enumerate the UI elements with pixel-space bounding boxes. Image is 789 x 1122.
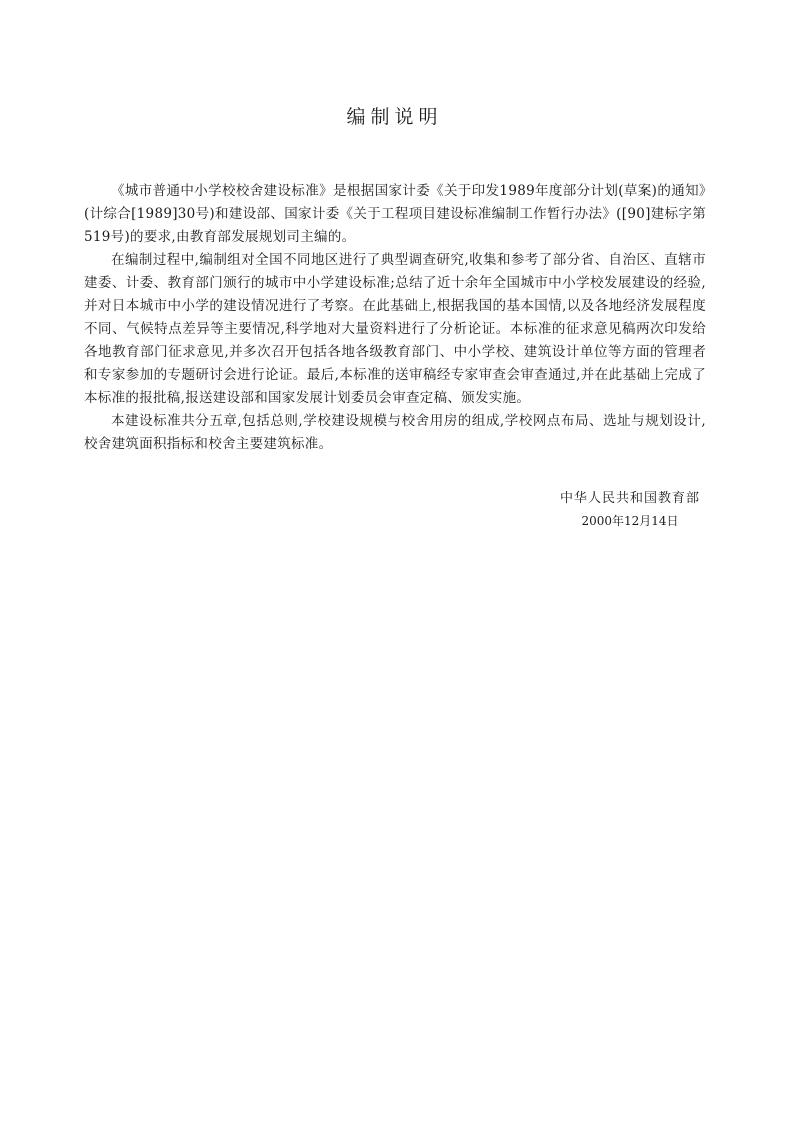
paragraph-origin: 《城市普通中小学校校舍建设标准》是根据国家计委《关于印发1989年度部分计划(草案)的通知》(计综合[1989]30号)和建设部、国家计委《关于工程项目建设标准编制工作暂行办法》([90]建标字第519号)的要求,由教育部发展规划司主编的。 — [84, 183, 706, 245]
document-body — [84, 180, 706, 456]
signature-date: 2000年12月14日 — [581, 514, 679, 528]
signature-block — [520, 487, 740, 533]
paragraph-structure: 本建设标准共分五章,包括总则,学校建设规模与校舍用房的组成,学校网点布局、选址与规划设计,校舍建筑面积指标和校舍主要建筑标准。 — [84, 413, 706, 452]
paragraph-process: 在编制过程中,编制组对全国不同地区进行了典型调查研究,收集和参考了部分省、自治区、直辖市建委、计委、教育部门颁行的城市中小学建设标准;总结了近十余年全国城市中小学校发展建设的经验,并对日本城市中小学的建设情况进行了考察。在此基础上,根据我国的基本国情,以及各地经济发展程度不同、气候特点差异等主要情况,科学地对大量资料进行了分析论证。本标准的征求意见稿两次印发给各地教育部门征求意见,并多次召开包括各地各级教育部门、中小学校、建筑设计单位等方面的管理者和专家参加的专题研讨会进行论证。最后,本标准的送审稿经专家审查会审查通过,并在此基础上完成了本标准的报批稿,报送建设部和国家发展计划委员会审查定稿、颁发实施。 — [84, 252, 706, 406]
signature-organization: 中华人民共和国教育部 — [559, 491, 700, 506]
page-title: 编制说明 — [346, 106, 443, 128]
